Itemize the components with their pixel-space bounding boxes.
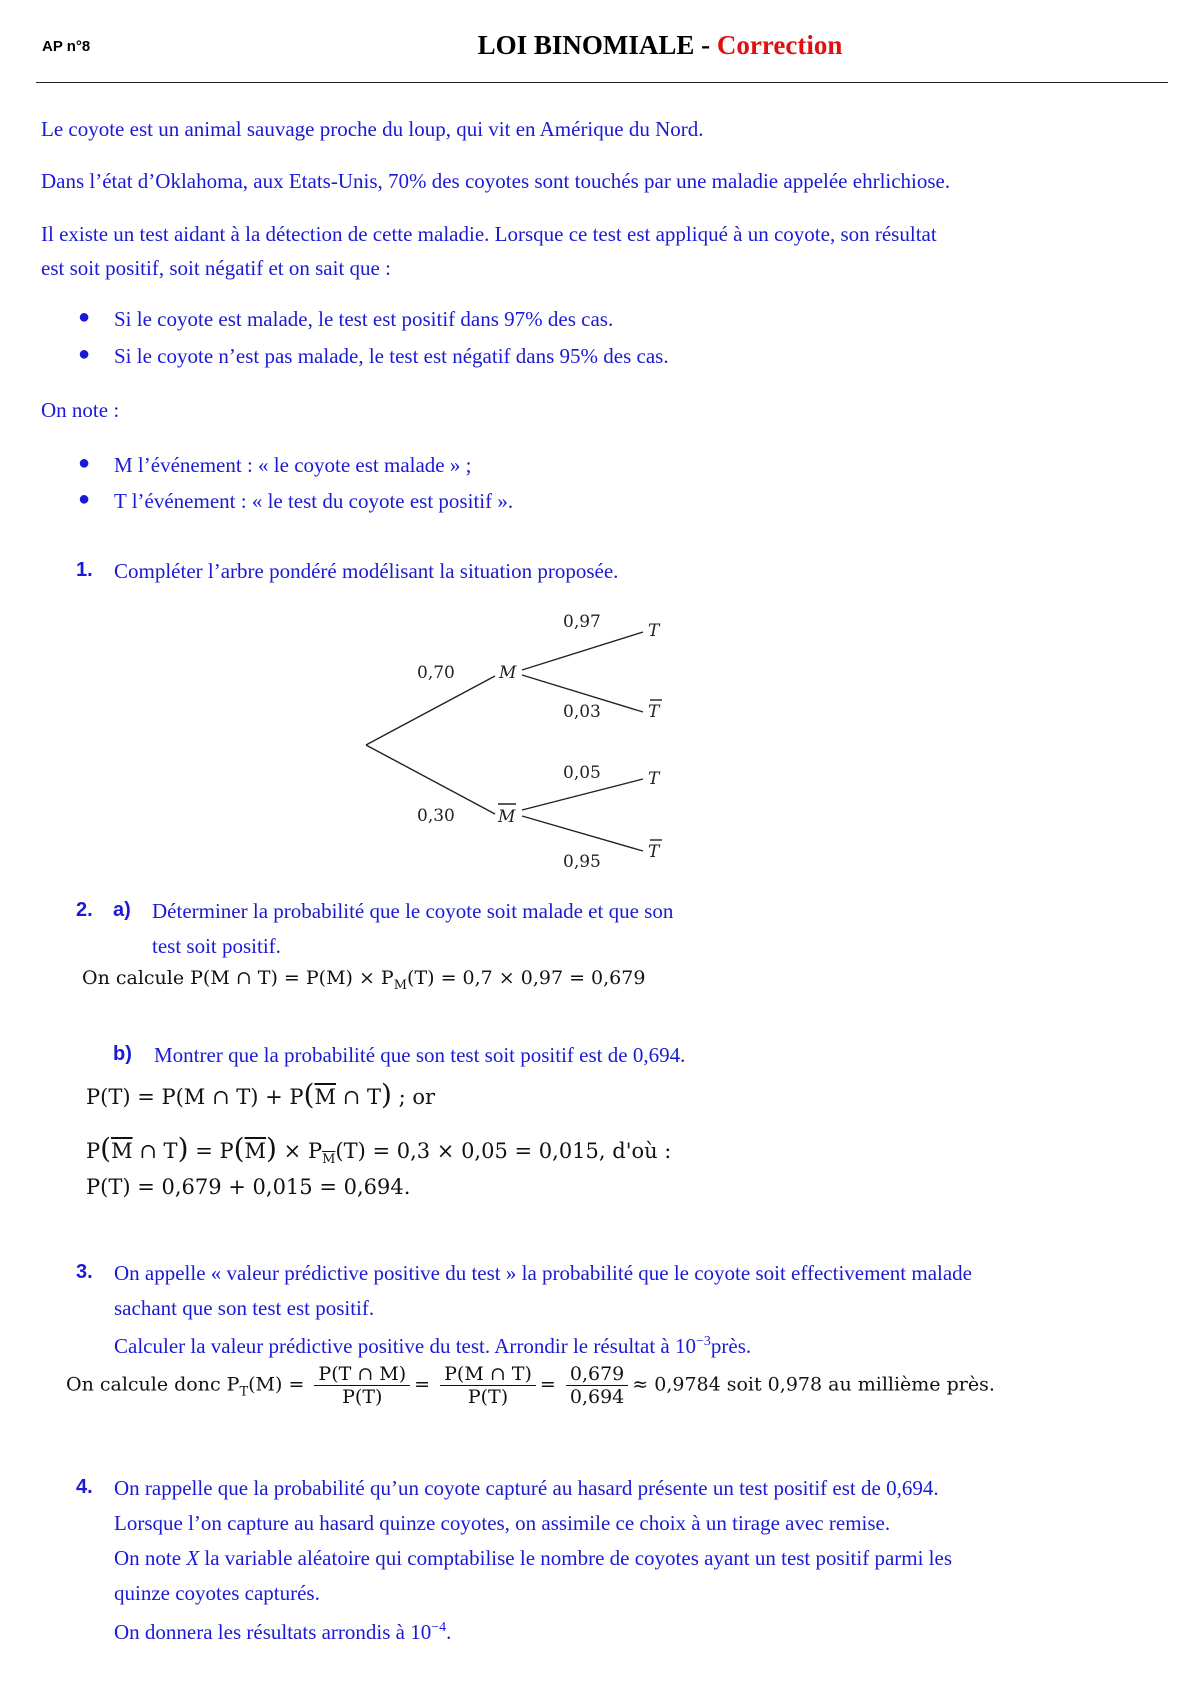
q4-line-5: On donnera les résultats arrondis à $10^{-4}$. bbox=[114, 1620, 452, 1644]
q2a-answer: On calcule P(M ∩ $T) = P(M) \times P_M(T) = 0,7 \times 0,97 = 0,679$ bbox=[82, 967, 646, 993]
header-label: AP n°8 bbox=[42, 38, 91, 55]
leaf-tbar: T bbox=[648, 702, 660, 722]
bullet-dot: ● bbox=[78, 452, 91, 474]
q4-number: 4. bbox=[76, 1476, 93, 1498]
intro-p1: Le coyote est un animal sauvage proche du loup, qui vit en Amérique du Nord. bbox=[41, 117, 704, 141]
event-m: M l’événement : « le coyote est malade » ; bbox=[114, 453, 472, 477]
q3-answer: On calcule donc $P_T(M)$ = $\frac{P(T \cap M)}{P(T)}$ = $\frac{P(M \cap T)}{P(T)}$ = $\frac{0,679}{0,694}$ ≈ 0,9784 soit 0,978 au millième près. bbox=[66, 1363, 995, 1408]
title-accent: Correction bbox=[716, 30, 843, 60]
prob-mbar-t: 0,05 bbox=[563, 763, 601, 783]
condition-2: Si le coyote n’est pas malade, le test est négatif dans 95% des cas. bbox=[114, 344, 669, 368]
on-note: On note : bbox=[41, 398, 120, 422]
q2a-text-2: test soit positif. bbox=[152, 934, 281, 958]
q2-number: 2. bbox=[76, 899, 93, 921]
prob-mbar-tbar: 0,95 bbox=[563, 852, 601, 872]
prob-m-tbar: 0,03 bbox=[563, 702, 601, 722]
q1-number: 1. bbox=[76, 559, 93, 581]
q3-line-1: On appelle « valeur prédictive positive du test » la probabilité que le coyote soit effectivement malade bbox=[114, 1261, 972, 1285]
q1-text: Compléter l’arbre pondéré modélisant la situation proposée. bbox=[114, 559, 619, 583]
q4-line-1: On rappelle que la probabilité qu’un coyote capturé au hasard présente un test positif est de 0,694. bbox=[114, 1476, 939, 1500]
bullet-dot: ● bbox=[78, 488, 91, 510]
node-m: M bbox=[499, 663, 517, 683]
leaf-tbar: T bbox=[648, 842, 660, 862]
bullet-dot: ● bbox=[78, 306, 91, 328]
prob-m-t: 0,97 bbox=[563, 612, 601, 632]
q3-number: 3. bbox=[76, 1261, 93, 1283]
branch-mbar-t bbox=[522, 779, 643, 810]
intro-p2: Dans l’état d’Oklahoma, aux Etats-Unis, 70% des coyotes sont touchés par une maladie appelée ehrlichiose. bbox=[41, 169, 951, 193]
header-divider bbox=[36, 82, 1168, 83]
leaf-t: T bbox=[648, 621, 660, 641]
probability-tree bbox=[350, 600, 710, 880]
leaf-t: T bbox=[648, 769, 660, 789]
q2b-label: b) bbox=[113, 1043, 132, 1065]
q2b-line-1: P(T) = P(M ∩ $T) + P(\overline{M}$ ∩ T) ; or bbox=[86, 1078, 436, 1111]
q3-line-2: sachant que son test est positif. bbox=[114, 1296, 375, 1320]
fraction-1: $\frac{P(T \cap M)}{P(T)}$ bbox=[314, 1363, 410, 1408]
q4-line-4: quinze coyotes capturés. bbox=[114, 1581, 320, 1605]
q2b-line-3: P(T) = 0,679 + 0,015 = 0,694. bbox=[86, 1175, 411, 1199]
q2b-text: Montrer que la probabilité que son test soit positif est de 0,694. bbox=[154, 1043, 686, 1067]
bullet-dot: ● bbox=[78, 343, 91, 365]
q2b-line-2: $P(\overline{M}$ ∩ $T) = P(\overline{M}) \times P_{\overline{M}}(T) = 0,3 \times 0,05 = 0,015$, d'où : bbox=[86, 1132, 672, 1168]
intro-p3b: est soit positif, soit négatif et on sait que : bbox=[41, 256, 391, 280]
page-title bbox=[0, 30, 1200, 61]
intro-p3a: Il existe un test aidant à la détection de cette maladie. Lorsque ce test est appliqué à un coyote, son résultat bbox=[41, 222, 937, 246]
q4-line-2: Lorsque l’on capture au hasard quinze coyotes, on assimile ce choix à un tirage avec remise. bbox=[114, 1511, 891, 1535]
node-mbar: M bbox=[498, 807, 516, 827]
q2a-label: a) bbox=[113, 899, 131, 921]
prob-m: 0,70 bbox=[417, 663, 455, 683]
branch-root-mbar bbox=[366, 745, 495, 814]
branch-m-t bbox=[522, 632, 643, 670]
condition-1: Si le coyote est malade, le test est positif dans 97% des cas. bbox=[114, 307, 614, 331]
q2a-text-1: Déterminer la probabilité que le coyote soit malade et que son bbox=[152, 899, 674, 923]
event-t: T l’événement : « le test du coyote est positif ». bbox=[114, 489, 514, 513]
title-main: LOI BINOMIALE - bbox=[477, 30, 717, 60]
q3-line-3: Calculer la valeur prédictive positive du test. Arrondir le résultat à $10^{-3}près$. bbox=[114, 1334, 752, 1358]
fraction-2: $\frac{P(M \cap T)}{P(T)}$ bbox=[440, 1363, 536, 1408]
branch-mbar-tbar bbox=[522, 816, 643, 851]
branch-root-m bbox=[366, 676, 495, 745]
prob-mbar: 0,30 bbox=[417, 806, 455, 826]
fraction-3: $\frac{0,679}{0,694}$ bbox=[566, 1363, 628, 1408]
q4-line-3: On note X la variable aléatoire qui comptabilise le nombre de coyotes ayant un test positif parmi les bbox=[114, 1546, 952, 1570]
